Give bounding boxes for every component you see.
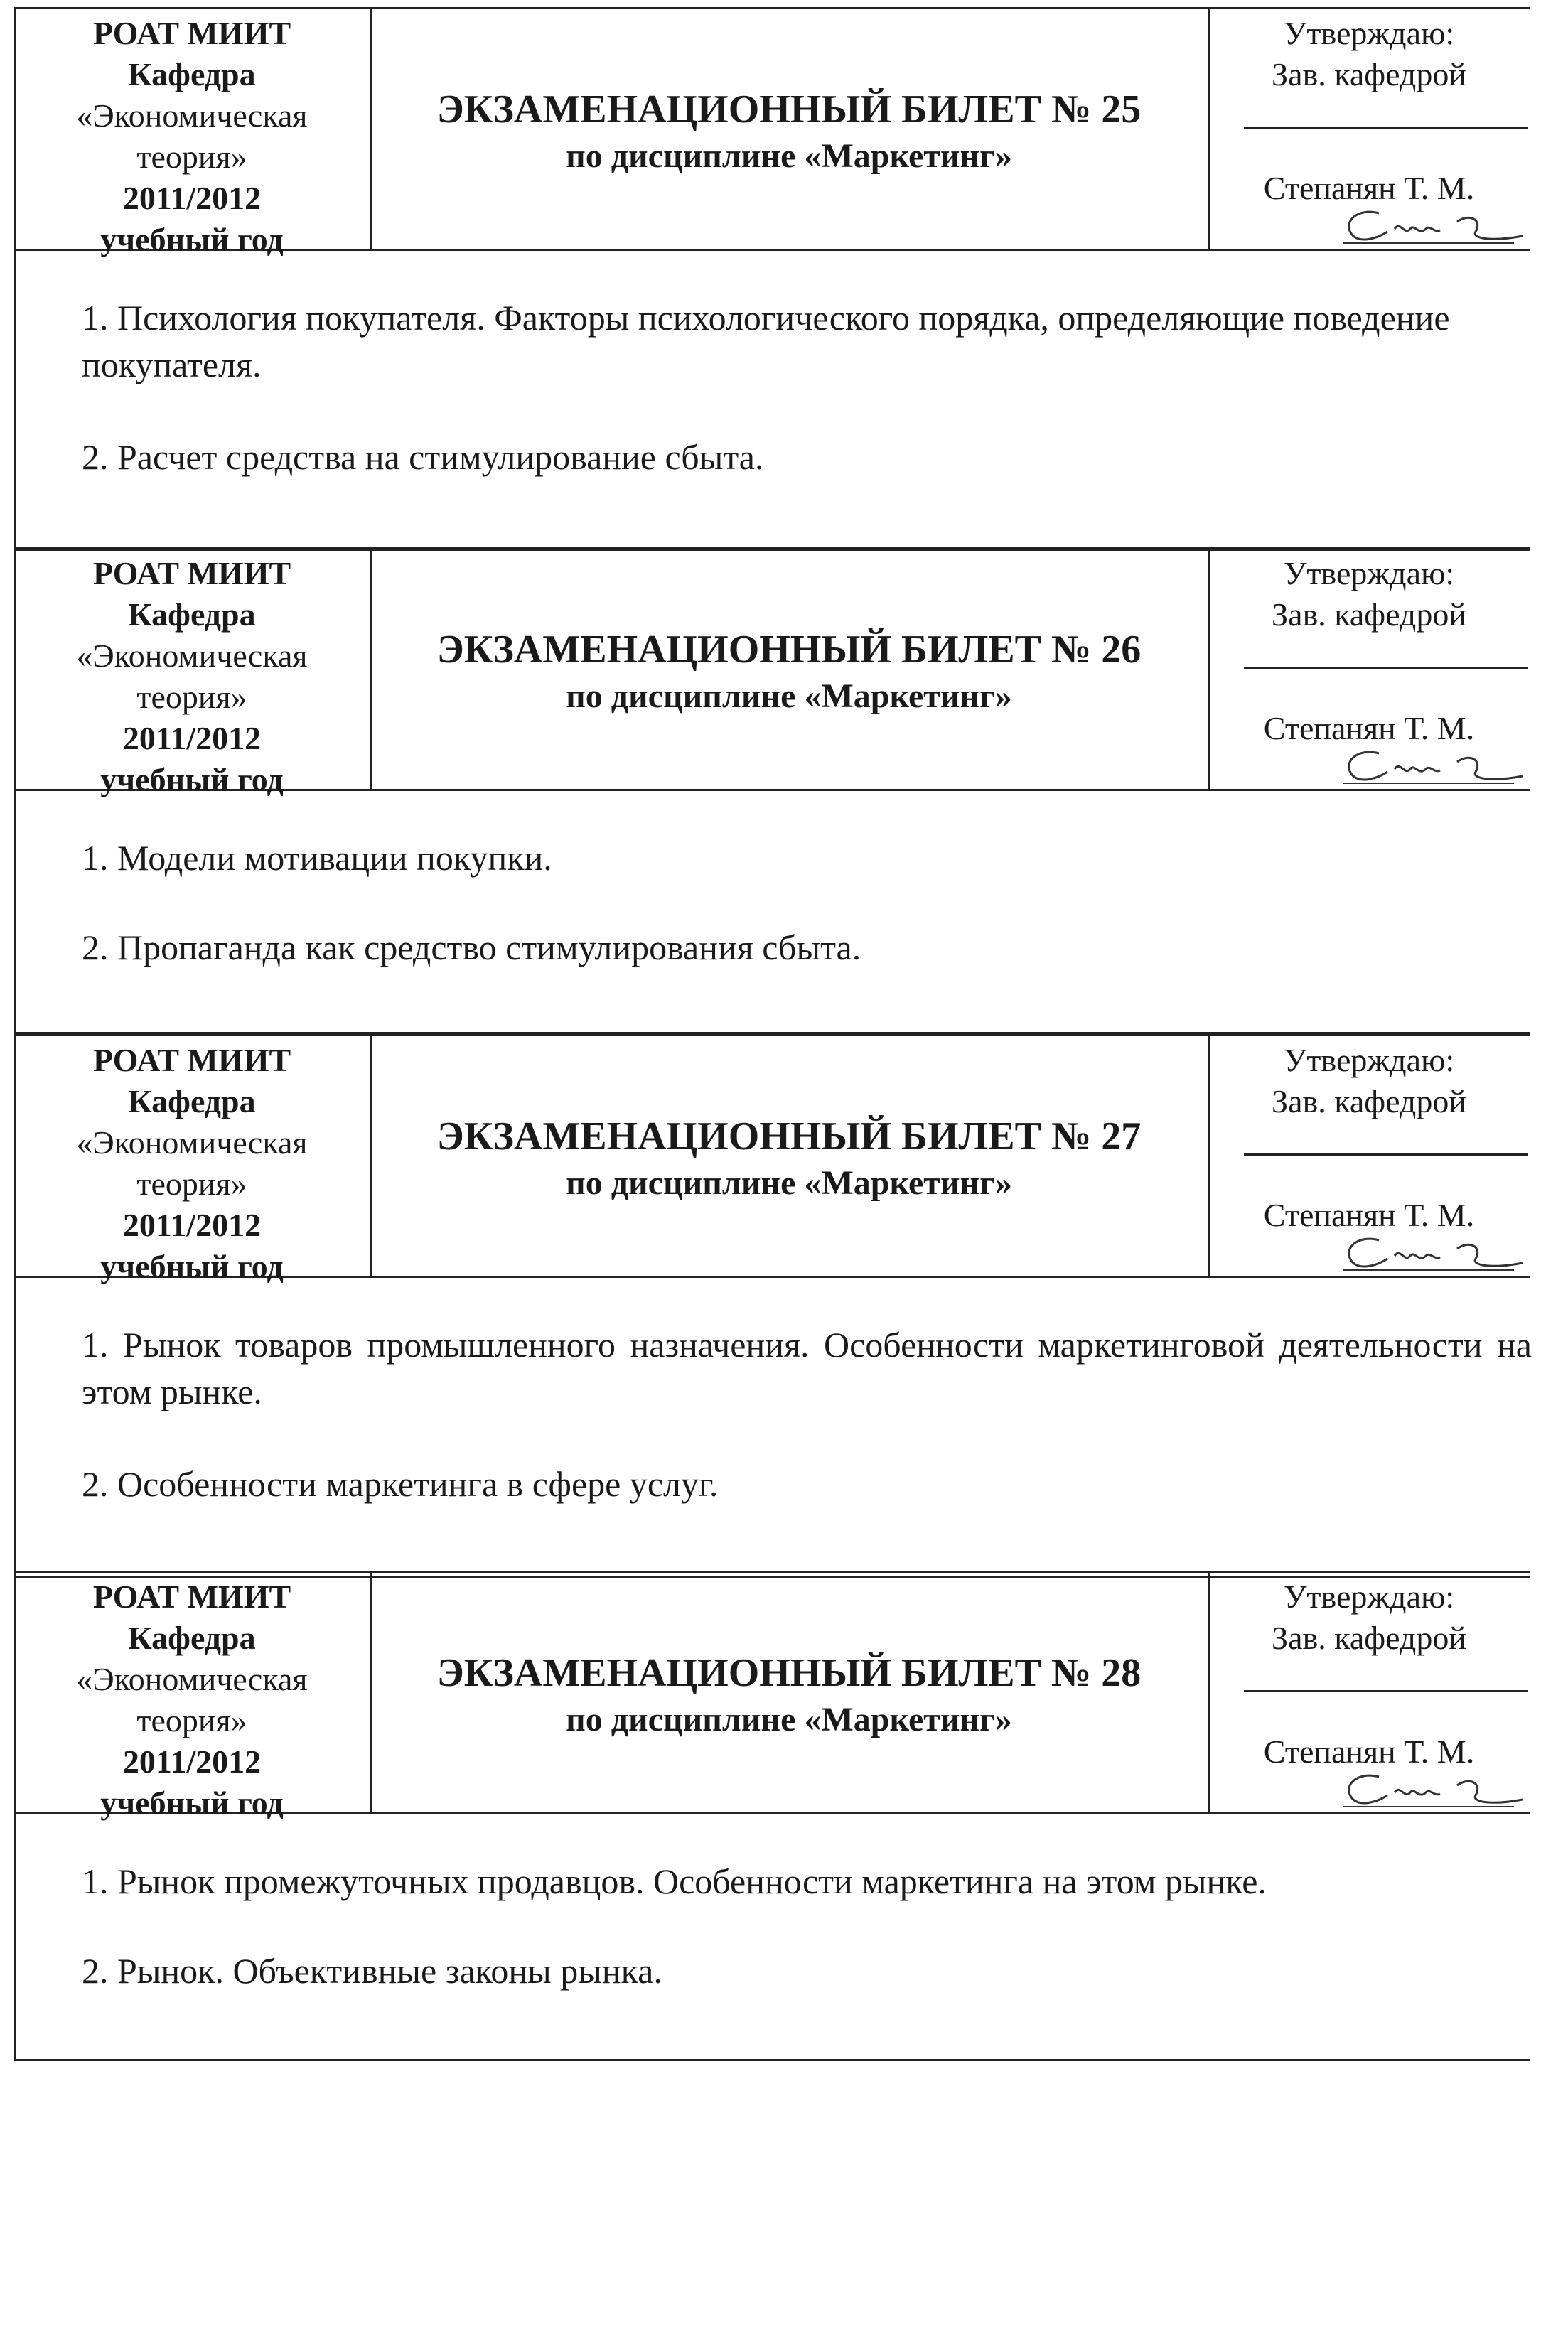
- body-left-rule: [14, 790, 16, 1032]
- approve-label: Утверждаю:: [1283, 1042, 1455, 1078]
- body-left-rule: [14, 250, 16, 549]
- question-2: 2. Пропаганда как средство стимулирования сбыта.: [82, 927, 861, 967]
- ticket-header: [14, 1034, 1530, 1284]
- ticket-title: ЭКЗАМЕНАЦИОННЫЙ БИЛЕТ № 28: [436, 1651, 1142, 1695]
- body-left-rule: [14, 1814, 16, 2059]
- institution-block: [14, 1040, 370, 1287]
- ticket-subtitle: по дисциплине «Маркетинг»: [566, 1164, 1012, 1202]
- ticket-questions: [14, 790, 1530, 1032]
- dept-name-2: теория»: [136, 1166, 247, 1202]
- ticket-title: ЭКЗАМЕНАЦИОННЫЙ БИЛЕТ № 27: [436, 1114, 1142, 1158]
- dept-name-1: «Экономическая: [76, 638, 308, 674]
- signature-icon: [1336, 741, 1528, 790]
- approval-block: [1208, 553, 1530, 635]
- question-2: 2. Рынок. Объективные законы рынка.: [82, 1951, 662, 1991]
- header-top-rule: [14, 547, 1530, 549]
- dept-label: Кафедра: [128, 596, 256, 633]
- approver-name: Степанян Т. М.: [1263, 710, 1475, 746]
- header-top-rule: [14, 1571, 1530, 1573]
- question-1: 1. Психология покупателя. Факторы психологического порядка, определяющие поведение покупателя.: [82, 298, 1450, 384]
- institution-block: [14, 553, 370, 800]
- approver-name: Степанян Т. М.: [1263, 1197, 1475, 1233]
- question-1: 1. Рынок промежуточных продавцов. Особенности маркетинга на этом рынке.: [82, 1861, 1267, 1901]
- approver-role: Зав. кафедрой: [1272, 56, 1466, 92]
- question-1: 1. Модели мотивации покупки.: [82, 838, 552, 878]
- org-name: РОАТ МИИТ: [92, 15, 291, 51]
- dept-name-2: теория»: [136, 1702, 247, 1738]
- org-name: РОАТ МИИТ: [92, 1042, 291, 1078]
- ticket-subtitle: по дисциплине «Маркетинг»: [566, 677, 1012, 715]
- signature-line: [1244, 1690, 1528, 1692]
- signature-line: [1244, 667, 1528, 669]
- institution-block: [14, 1576, 370, 1824]
- approver-name: Степанян Т. М.: [1263, 170, 1475, 206]
- ticket-questions: [14, 1814, 1530, 2059]
- dept-label: Кафедра: [128, 1620, 256, 1656]
- ticket-questions: [14, 250, 1530, 549]
- academic-year-label: учебный год: [100, 761, 284, 797]
- ticket-questions: [14, 1277, 1530, 1576]
- question-1: 1. Рынок товаров промышленного назначения. Особенности маркетинговой деятельности на этом рынке.: [82, 1325, 1532, 1411]
- approval-block: [1208, 1576, 1530, 1659]
- dept-name-1: «Экономическая: [76, 1124, 308, 1161]
- question-2: 2. Расчет средства на стимулирование сбыта.: [82, 437, 764, 477]
- approval-block: [1208, 13, 1530, 95]
- approver-role: Зав. кафедрой: [1272, 1083, 1466, 1119]
- ticket-title: ЭКЗАМЕНАЦИОННЫЙ БИЛЕТ № 25: [436, 87, 1142, 131]
- approve-label: Утверждаю:: [1283, 1579, 1455, 1615]
- academic-year: 2011/2012: [122, 1207, 262, 1243]
- dept-name-2: теория»: [136, 679, 247, 715]
- ticket-title-block: [370, 1649, 1208, 1743]
- ticket-subtitle: по дисциплине «Маркетинг»: [566, 1701, 1012, 1738]
- header-top-rule: [14, 7, 1530, 9]
- academic-year: 2011/2012: [122, 720, 262, 756]
- dept-name-1: «Экономическая: [76, 97, 308, 134]
- academic-year: 2011/2012: [122, 180, 262, 216]
- approver-role: Зав. кафедрой: [1272, 1620, 1466, 1656]
- ticket-title-block: [370, 625, 1208, 719]
- signature-icon: [1336, 200, 1528, 250]
- signature-line: [1244, 1153, 1528, 1156]
- dept-label: Кафедра: [128, 56, 256, 92]
- institution-block: [14, 13, 370, 260]
- body-bottom-rule: [14, 2059, 1530, 2061]
- ticket-title-block: [370, 1112, 1208, 1206]
- ticket-title-block: [370, 85, 1208, 179]
- body-left-rule: [14, 1277, 16, 1576]
- academic-year-label: учебный год: [100, 221, 284, 257]
- ticket-header: [14, 547, 1530, 797]
- dept-name-1: «Экономическая: [76, 1661, 308, 1697]
- header-top-rule: [14, 1034, 1530, 1036]
- org-name: РОАТ МИИТ: [92, 1579, 291, 1615]
- approver-role: Зав. кафедрой: [1272, 596, 1466, 633]
- ticket-subtitle: по дисциплине «Маркетинг»: [566, 137, 1012, 175]
- academic-year-label: учебный год: [100, 1785, 284, 1821]
- ticket-header: [14, 7, 1530, 257]
- academic-year: 2011/2012: [122, 1743, 262, 1780]
- approver-name: Степанян Т. М.: [1263, 1733, 1475, 1770]
- approve-label: Утверждаю:: [1283, 555, 1455, 591]
- org-name: РОАТ МИИТ: [92, 555, 291, 591]
- ticket-title: ЭКЗАМЕНАЦИОННЫЙ БИЛЕТ № 26: [436, 628, 1142, 672]
- approval-block: [1208, 1040, 1530, 1122]
- approve-label: Утверждаю:: [1283, 15, 1455, 51]
- ticket-header: [14, 1571, 1530, 1821]
- signature-icon: [1336, 1227, 1528, 1277]
- dept-name-2: теория»: [136, 139, 247, 175]
- question-2: 2. Особенности маркетинга в сфере услуг.: [82, 1464, 719, 1504]
- signature-icon: [1336, 1764, 1528, 1814]
- academic-year-label: учебный год: [100, 1248, 284, 1284]
- dept-label: Кафедра: [128, 1083, 256, 1119]
- signature-line: [1244, 127, 1528, 129]
